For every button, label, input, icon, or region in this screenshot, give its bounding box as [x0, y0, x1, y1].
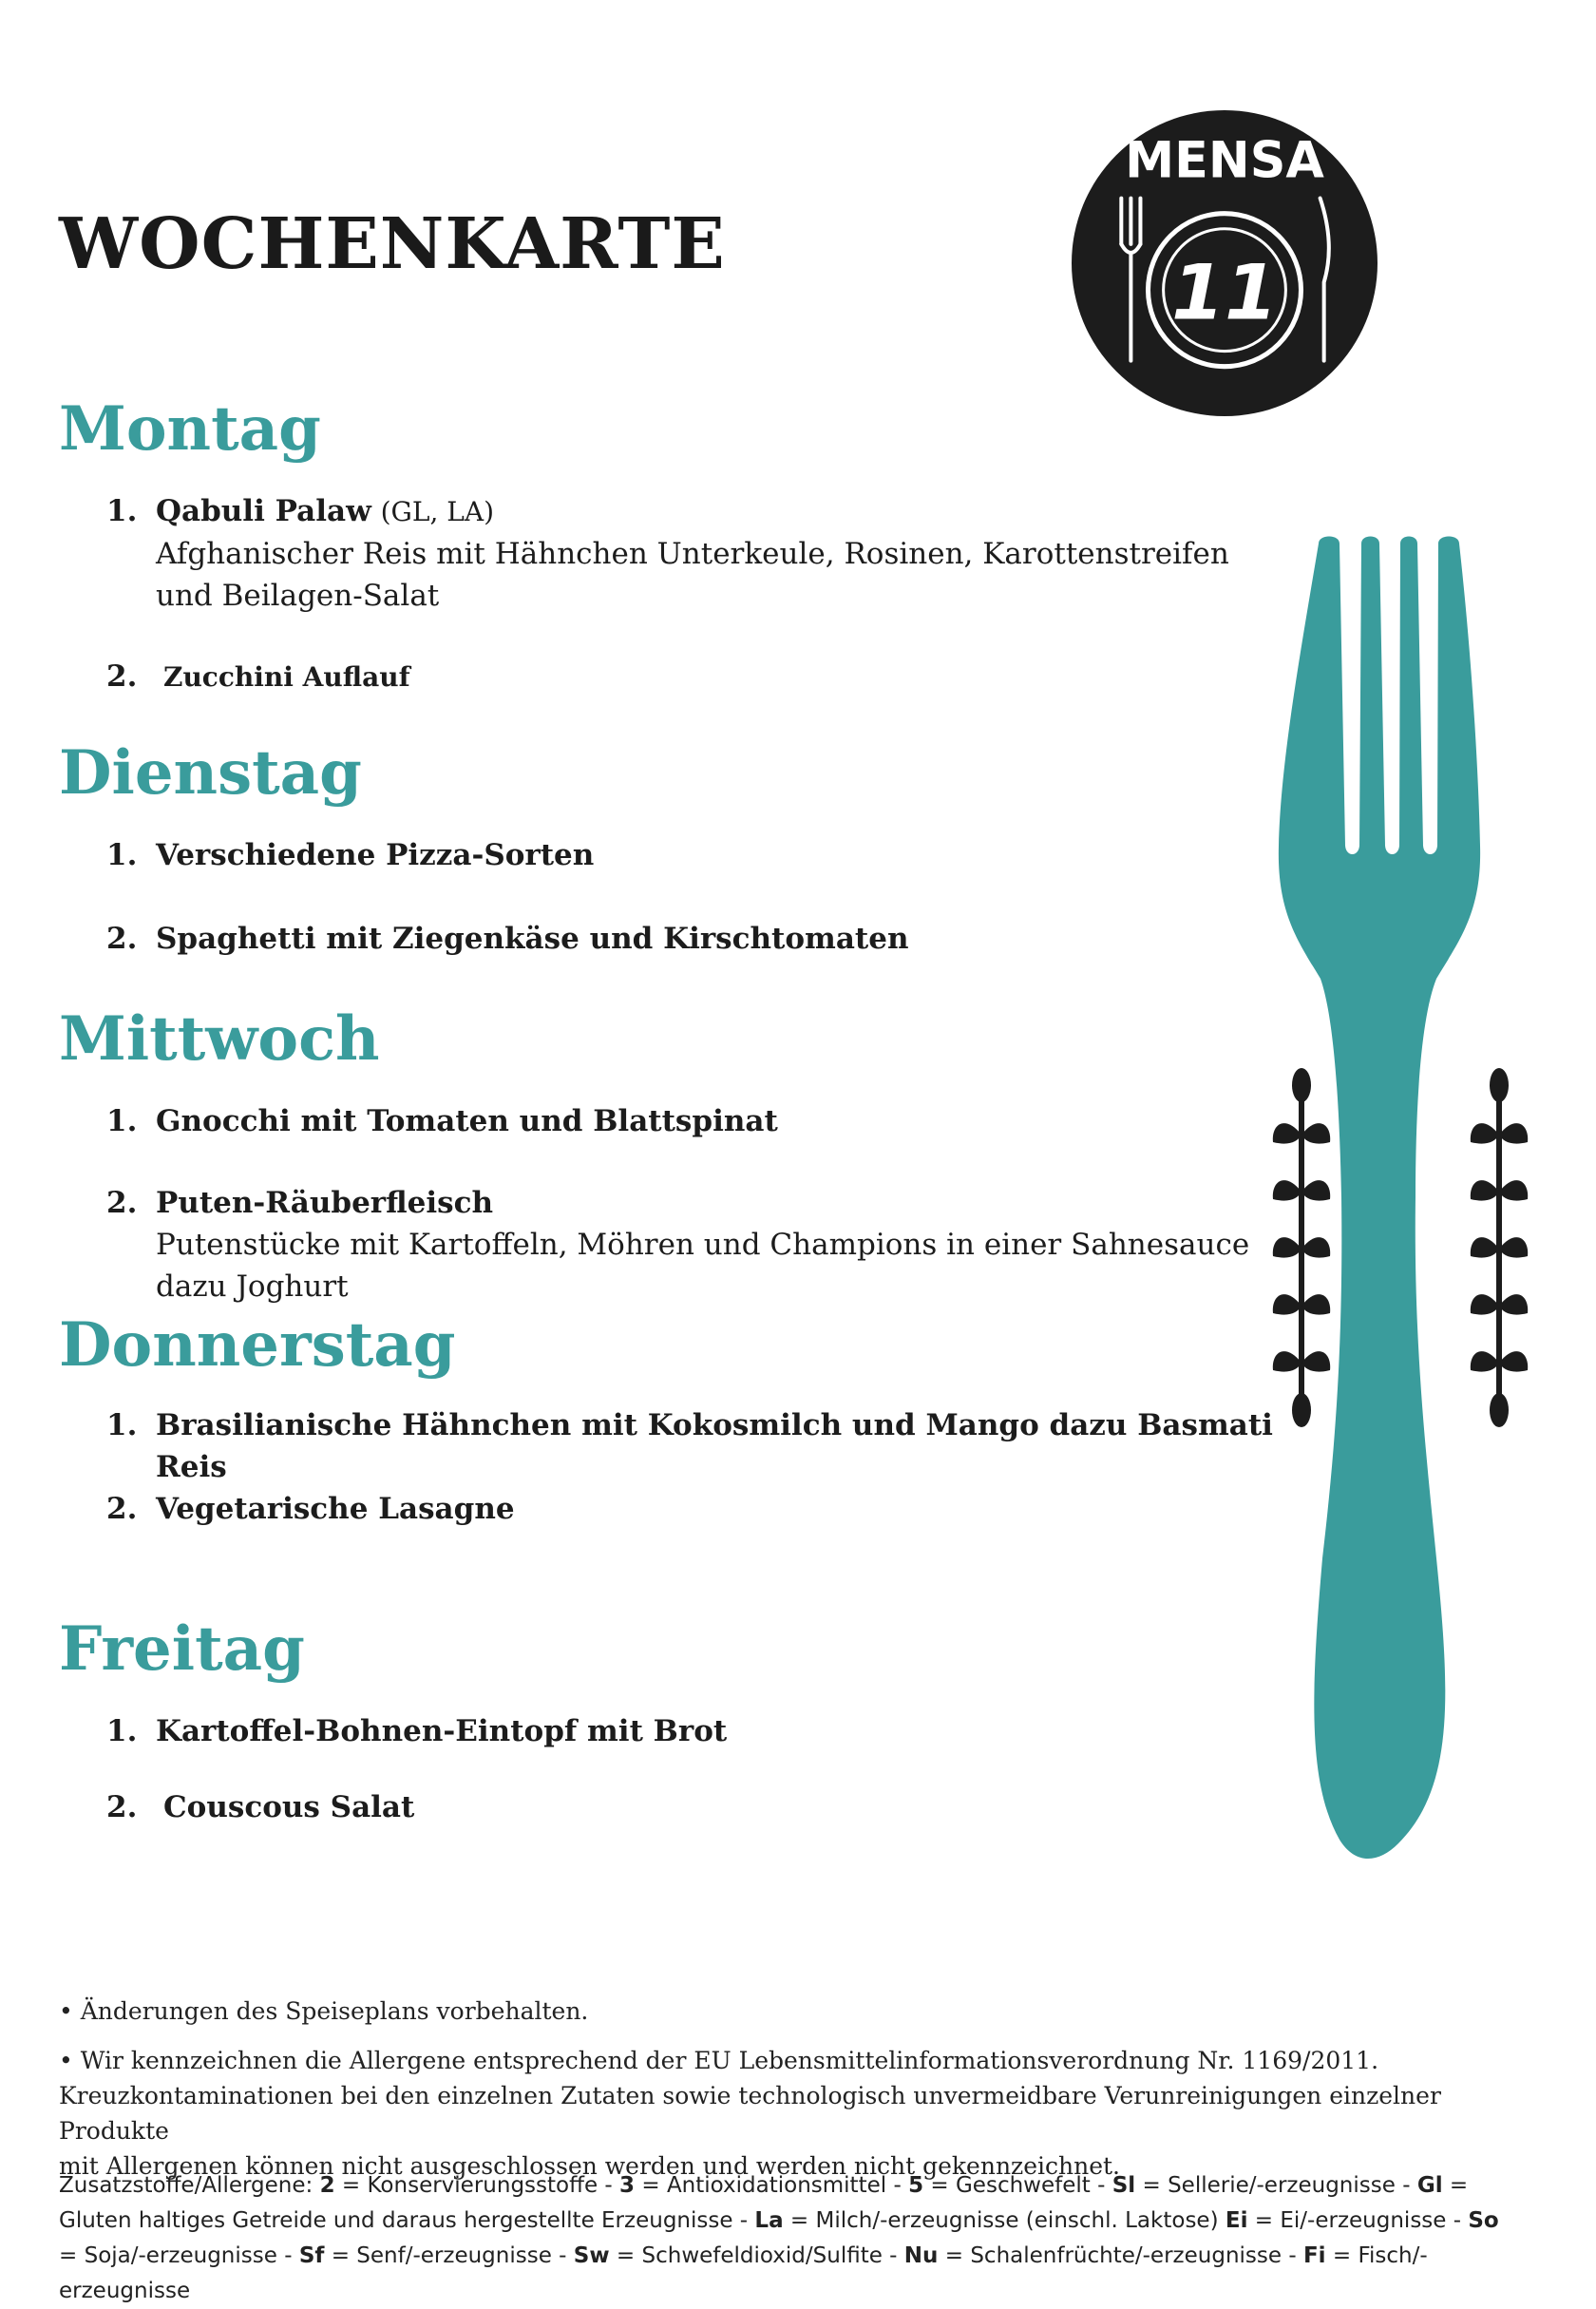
allergen-notice: • Wir kennzeichnen die Allergene entsprechend der EU Lebensmittelinformationsverordnung Nr. 1169/2011. Kreuzkontaminationen bei den einzelnen Zutaten sowie technologisch unvermeidbare Verunreinigungen einzelner Produkte mit Allergenen können nicht ausgeschlossen werden und werden nicht gekennzeichnet.: [59, 2047, 1441, 2180]
menu-item: 2. Puten-Räuberfleisch Putenstücke mit Kartoffeln, Möhren und Champions in einer Sahnesauce dazu Joghurt: [106, 1182, 1294, 1307]
day-heading-donnerstag: Donnerstag: [59, 1309, 456, 1381]
sprig-icon: [1461, 1068, 1537, 1429]
dish-name: Zucchini Auflauf: [163, 661, 410, 693]
dish-name: Kartoffel-Bohnen-Eintopf mit Brot: [156, 1714, 728, 1748]
day-heading-freitag: Freitag: [59, 1613, 305, 1685]
dish-name: Brasilianische Hähnchen mit Kokosmilch und Mango dazu Basmati Reis: [156, 1408, 1273, 1484]
dish-description: Afghanischer Reis mit Hähnchen Unterkeule, Rosinen, Karottenstreifen: [156, 537, 1229, 571]
day-heading-montag: Montag: [59, 393, 321, 465]
legend-label: Zusatzstoffe/Allergene:: [59, 2173, 314, 2198]
menu-item: 2. Vegetarische Lasagne: [106, 1492, 515, 1526]
menu-item: 1. Gnocchi mit Tomaten und Blattspinat: [106, 1104, 778, 1138]
dish-name: Verschiedene Pizza-Sorten: [156, 838, 595, 872]
menu-item: 1. Brasilianische Hähnchen mit Kokosmilch und Mango dazu Basmati Reis: [106, 1408, 1273, 1484]
logo-number: 11: [1170, 247, 1279, 337]
menu-item: 2. Couscous Salat: [106, 1790, 415, 1824]
dish-description: und Beilagen-Salat: [156, 579, 440, 613]
dish-name: Gnocchi mit Tomaten und Blattspinat: [156, 1104, 778, 1138]
allergen-tags: (GL, LA): [380, 496, 495, 527]
page-title: WOCHENKARTE: [59, 203, 726, 285]
day-heading-mittwoch: Mittwoch: [59, 1003, 380, 1075]
footer-note: • Änderungen des Speiseplans vorbehalten.: [59, 1997, 589, 2025]
day-heading-dienstag: Dienstag: [59, 737, 362, 809]
dish-name: Puten-Räuberfleisch: [156, 1186, 494, 1220]
dish-name: Vegetarische Lasagne: [156, 1492, 515, 1526]
dish-description: Putenstücke mit Kartoffeln, Möhren und Champions in einer Sahnesauce dazu Joghurt: [156, 1228, 1250, 1304]
dish-name: Qabuli Palaw: [156, 494, 371, 528]
allergen-legend: Zusatzstoffe/Allergene: 2 = Konservierungsstoffe - 3 = Antioxidationsmittel - 5 = Geschwefelt - Sl = Sellerie/-erzeugnisse - Gl = Gluten haltiges Getreide und daraus hergestellte Erzeugnisse - La = Milch/-erzeugnisse (einschl. Laktose) Ei = Ei/-erzeugnisse - So = Soja/-erzeugnisse - Sf = Senf/-erzeugnisse - Sw = Schwefeldioxid/Sulfite - Nu = Schalenfrüchte/-erzeugnisse - Fi = Fisch/-erzeugnisse: [59, 2173, 1499, 2303]
dish-name: Spaghetti mit Ziegenkäse und Kirschtomaten: [156, 922, 909, 956]
mensa-logo: [1072, 110, 1378, 416]
menu-item: 2. Zucchini Auflauf: [106, 659, 410, 694]
menu-item: 1. Verschiedene Pizza-Sorten: [106, 838, 595, 872]
logo-text: MENSA: [1125, 131, 1324, 190]
dish-name: Couscous Salat: [163, 1790, 415, 1824]
menu-item: 1. Kartoffel-Bohnen-Eintopf mit Brot: [106, 1714, 728, 1748]
menu-item: 1. Qabuli Palaw (GL, LA) Afghanischer Reis mit Hähnchen Unterkeule, Rosinen, Karottenstreifen und Beilagen-Salat: [106, 490, 1294, 617]
menu-item: 2. Spaghetti mit Ziegenkäse und Kirschtomaten: [106, 922, 909, 956]
